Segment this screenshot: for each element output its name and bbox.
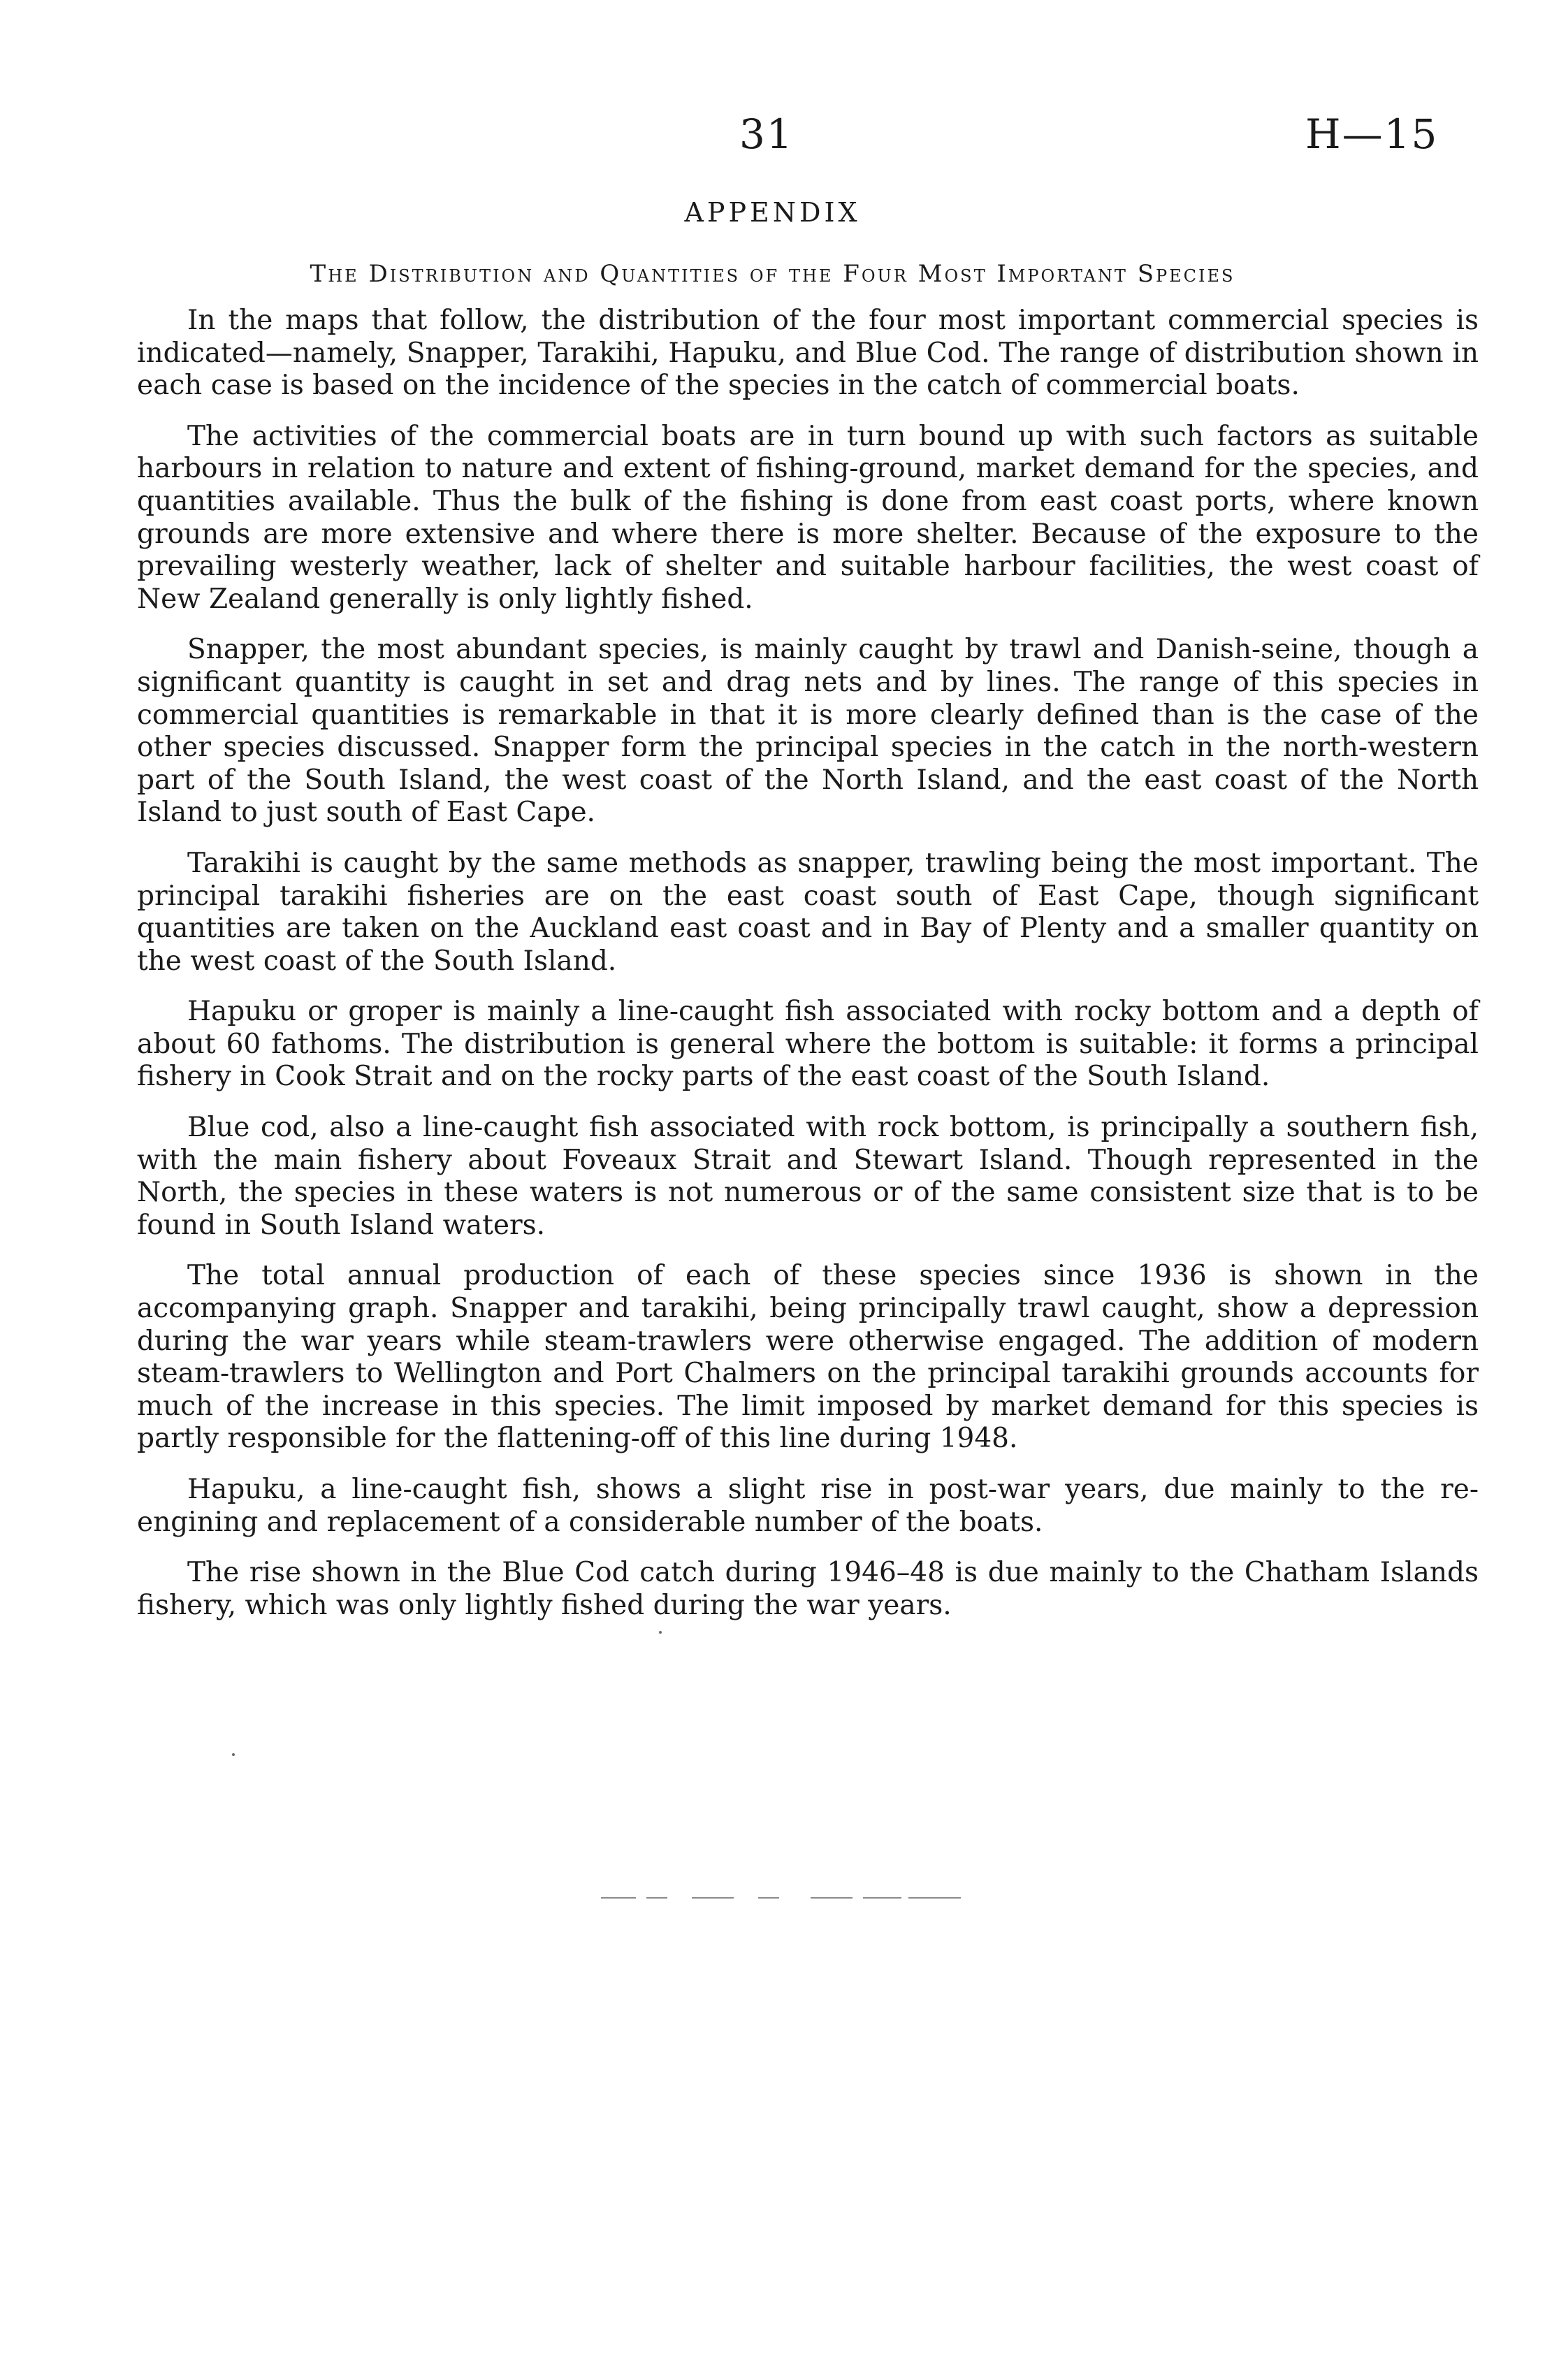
- appendix-title: APPENDIX: [684, 197, 861, 228]
- body-text: [137, 305, 1479, 1640]
- paragraph-intro: In the maps that follow, the distribution of the four most important commercial species is indicated—namely, Snapper, Tarakihi, Hapuku, and Blue Cod. The range of distribution shown in each case is based on the incidence of the species in the catch of commercial boats.: [137, 305, 1479, 402]
- print-rule-fragment: [863, 1897, 901, 1899]
- print-rule-fragment: [601, 1897, 636, 1899]
- print-rule-fragment: [908, 1897, 961, 1899]
- print-rule-fragment: [692, 1897, 734, 1899]
- print-speck: [232, 1753, 235, 1756]
- paragraph-blue-cod: Blue cod, also a line-caught fish associated with rock bottom, is principally a southern fish, with the main fishery about Foveaux Strait and Stewart Island. Though represented in the North, the species in these waters is not numerous or of the same consistent size that is to be found in South Island waters.: [137, 1112, 1479, 1241]
- section-heading: The Distribution and Quantities of the Four Most Important Species: [310, 260, 1235, 288]
- print-rule-fragment: [758, 1897, 779, 1899]
- paragraph-blue-cod-trend: The rise shown in the Blue Cod catch during 1946–48 is due mainly to the Chatham Islands fishery, which was only lightly fished during the war years.: [137, 1557, 1479, 1621]
- paragraph-hapuku-trend: Hapuku, a line-caught fish, shows a slight rise in post-war years, due mainly to the re-engining and replacement of a considerable number of the boats.: [137, 1474, 1479, 1538]
- paragraph-annual-production: The total annual production of each of these species since 1936 is shown in the accompanying graph. Snapper and tarakihi, being principally trawl caught, show a depression during the war years while steam-trawlers were otherwise engaged. The addition of modern steam-trawlers to Wellington and Port Chalmers on the principal tarakihi grounds accounts for much of the increase in this species. The limit imposed by market demand for this species is partly responsible for the flattening-off of this line during 1948.: [137, 1260, 1479, 1455]
- paragraph-snapper: Snapper, the most abundant species, is mainly caught by trawl and Danish-seine, though a significant quantity is caught in set and drag nets and by lines. The range of this species in commercial quantities is remarkable in that it is more clearly defined than is the case of the other species discussed. Snapper form the principal species in the catch in the north-western part of the South Island, the west coast of the North Island, and the east coast of the North Island to just south of East Cape.: [137, 634, 1479, 829]
- page-number: 31: [739, 110, 794, 158]
- print-speck: [659, 1631, 662, 1634]
- paragraph-tarakihi: Tarakihi is caught by the same methods as snapper, trawling being the most important. The principal tarakihi fisheries are on the east coast south of East Cape, though significant quantities are taken on the Auckland east coast and in Bay of Plenty and a smaller quantity on the west coast of the South Island.: [137, 847, 1479, 977]
- print-rule-fragment: [646, 1897, 667, 1899]
- paragraph-commercial-boats: The activities of the commercial boats are in turn bound up with such factors as suitable harbours in relation to nature and extent of fishing-ground, market demand for the species, and quantities available. Thus the bulk of the fishing is done from east coast ports, where known grounds are more extensive and where there is more shelter. Because of the exposure to the prevailing westerly weather, lack of shelter and suitable harbour facilities, the west coast of New Zealand generally is only lightly fished.: [137, 420, 1479, 615]
- document-reference: H—15: [1305, 110, 1439, 158]
- paragraph-hapuku: Hapuku or groper is mainly a line-caught fish associated with rocky bottom and a depth of about 60 fathoms. The distribution is general where the bottom is suitable: it forms a principal fishery in Cook Strait and on the rocky parts of the east coast of the South Island.: [137, 996, 1479, 1093]
- print-rule-fragment: [811, 1897, 853, 1899]
